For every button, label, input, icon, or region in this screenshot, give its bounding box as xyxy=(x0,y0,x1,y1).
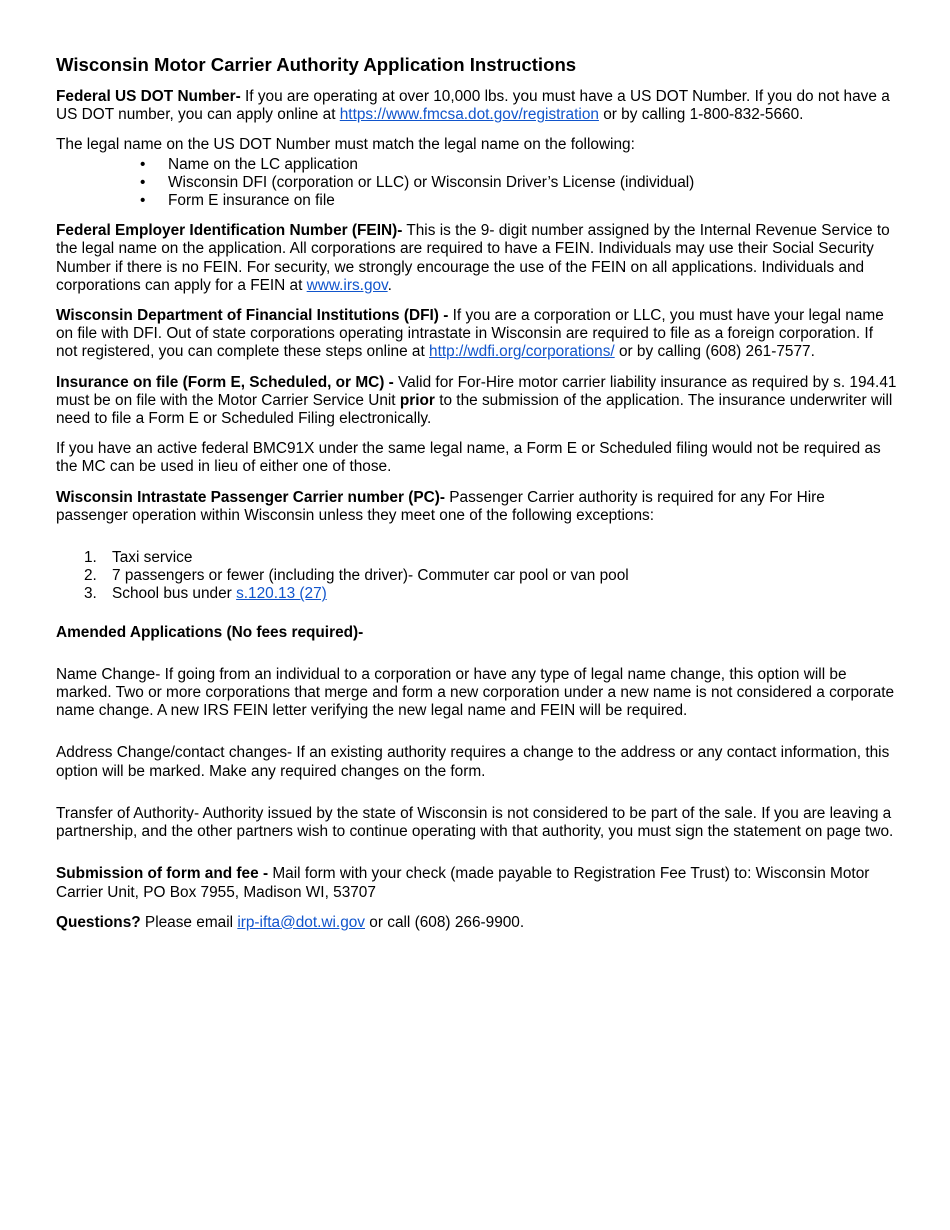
passenger-paragraph xyxy=(56,489,898,525)
questions-heading: Questions? xyxy=(56,913,141,931)
exception-number: 2. xyxy=(84,567,97,585)
exception-text: School bus under xyxy=(112,585,237,603)
questions-text-1: Please email xyxy=(140,913,238,931)
dfi-heading: Wisconsin Department of Financial Institutions (DFI) - xyxy=(56,307,449,325)
insurance-heading: Insurance on file (Form E, Scheduled, or MC) - xyxy=(56,373,394,391)
statute-link[interactable]: s.120.13 (27) xyxy=(236,585,327,603)
passenger-exceptions-list xyxy=(56,549,898,604)
amended-heading-paragraph xyxy=(56,624,898,642)
dfi-paragraph xyxy=(56,307,898,362)
submission-text: Mail form with your check (made payable to Registration Fee Trust) to: Wisconsin Motor Carrier Unit, PO Box 7955, Madison WI, 53707 xyxy=(56,865,870,901)
dfi-text-2: or by calling (608) 261-7577. xyxy=(614,343,815,361)
fein-paragraph xyxy=(56,222,898,295)
legal-name-list xyxy=(56,156,898,211)
insurance-paragraph xyxy=(56,374,898,429)
amended-heading: Amended Applications (No fees required)- xyxy=(56,623,364,641)
exception-item xyxy=(56,567,898,585)
questions-paragraph xyxy=(56,914,898,932)
legal-name-item: • Form E insurance on file xyxy=(140,192,898,210)
page-title: Wisconsin Motor Carrier Authority Application Instructions xyxy=(56,54,577,75)
fein-text-1: This is the 9- digit number assigned by the Internal Revenue Service to the legal name on the application. All corporations are required to have a FEIN. Individuals may use their Social Security Number if there is no FEIN. For security, we strongly encourage the use of the FEIN on all applications. Individuals and corporations can apply for a FEIN at xyxy=(56,222,890,294)
email-link[interactable]: irp-ifta@dot.wi.gov xyxy=(237,913,366,931)
insurance-prior: prior xyxy=(399,391,435,409)
exception-text: 7 passengers or fewer (including the driver)- Commuter car pool or van pool xyxy=(112,567,629,585)
fmcsa-registration-link[interactable]: https://www.fmcsa.dot.gov/registration xyxy=(339,106,599,124)
name-change-paragraph: Name Change- If going from an individual to a corporation or have any type of legal name change, this option will be marked. Two or more corporations that merge and form a new corporation under a new name is not considered a corporate name change. A new IRS FEIN letter verifying the new legal name and FEIN will be required. xyxy=(56,665,895,720)
bmc-paragraph: If you have an active federal BMC91X under the same legal name, a Form E or Scheduled filing would not be required as the MC can be used in lieu of either one of those. xyxy=(56,440,881,476)
wdfi-corporations-link[interactable]: http://wdfi.org/corporations/ xyxy=(429,343,615,361)
irs-link[interactable]: www.irs.gov xyxy=(306,276,388,294)
address-change-paragraph: Address Change/contact changes- If an existing authority requires a change to the address or any contact information, this option will be marked. Make any required changes on the form. xyxy=(56,744,890,780)
usdot-text-1: If you are operating at over 10,000 lbs. you must have a US DOT Number. If you do not have a US DOT number, you can apply online at xyxy=(56,88,890,124)
fein-text-2: . xyxy=(387,276,392,294)
insurance-text-1: Valid for For-Hire motor carrier liability insurance as required by s. 194.41 must be on file with the Motor Carrier Service Unit xyxy=(56,373,897,409)
fein-heading: Federal Employer Identification Number (FEIN)- xyxy=(56,222,403,240)
exception-item xyxy=(56,585,898,603)
submission-heading: Submission of form and fee - xyxy=(56,865,269,883)
passenger-text: Passenger Carrier authority is required for any For Hire passenger operation within Wisconsin unless they meet one of the following exceptions: xyxy=(56,488,825,524)
usdot-paragraph xyxy=(56,88,898,124)
usdot-text-2: or by calling 1-800-832-5660. xyxy=(598,106,804,124)
usdot-heading: Federal US DOT Number- xyxy=(56,88,241,105)
insurance-text-2: to the submission of the application. The insurance underwriter will need to file a Form E or Scheduled Filing electronically. xyxy=(56,391,893,428)
submission-paragraph xyxy=(56,865,898,901)
passenger-heading: Wisconsin Intrastate Passenger Carrier number (PC)- xyxy=(56,488,446,506)
legal-name-item: • Name on the LC application xyxy=(140,156,898,174)
dfi-text-1: If you are a corporation or LLC, you must have your legal name on file with DFI. Out of state corporations operating intrastate in Wisconsin are required to file as a foreign corporation. If not registered, you can complete these steps online at xyxy=(56,307,884,361)
transfer-paragraph: Transfer of Authority- Authority issued by the state of Wisconsin is not considered to be part of the sale. If you are leaving a partnership, and the other partners wish to continue operating with that authority, you must sign the statement on page two. xyxy=(56,804,894,841)
exception-number: 3. xyxy=(84,585,97,603)
exception-text: Taxi service xyxy=(112,549,193,567)
questions-text-2: or call (608) 266-9900. xyxy=(365,913,525,931)
legal-name-intro: The legal name on the US DOT Number must match the legal name on the following: xyxy=(56,136,635,154)
exception-item xyxy=(56,549,898,567)
legal-name-item: • Wisconsin DFI (corporation or LLC) or Wisconsin Driver’s License (individual) xyxy=(140,174,898,192)
exception-number: 1. xyxy=(84,549,97,567)
